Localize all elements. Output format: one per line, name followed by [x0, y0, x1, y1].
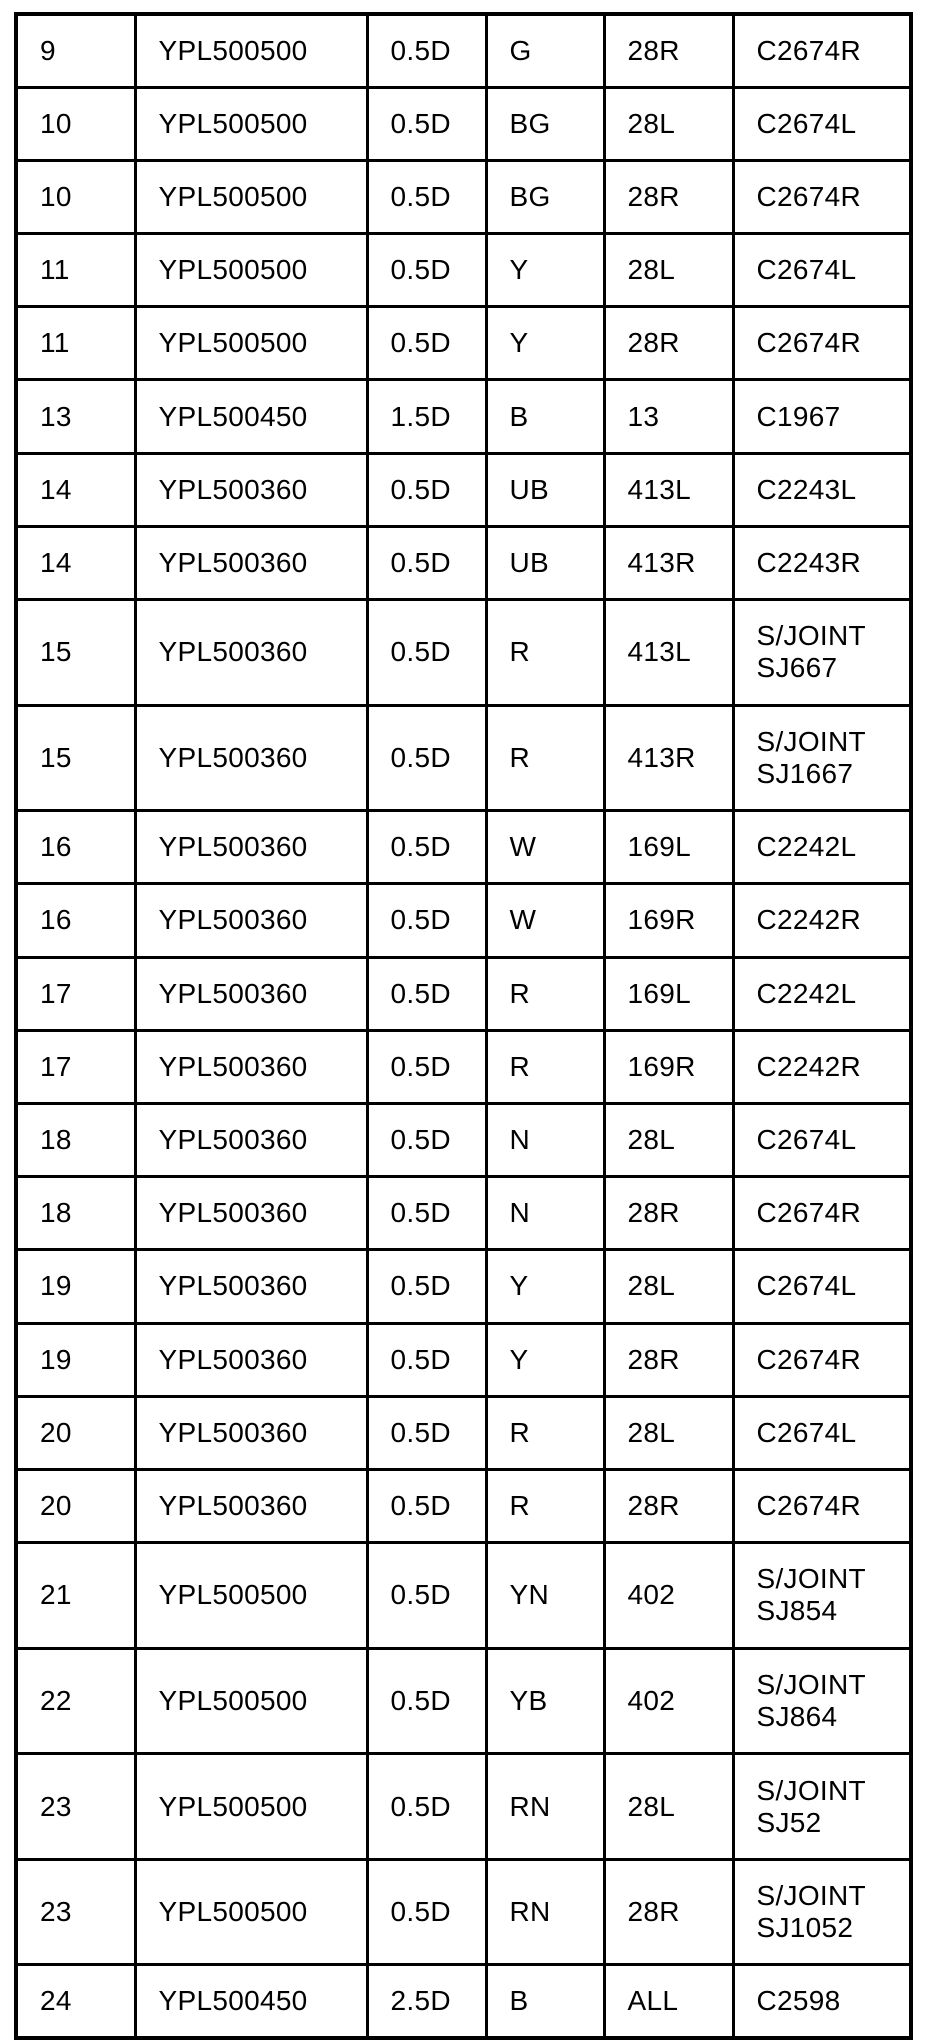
- terminal-cell: 413R: [604, 526, 733, 599]
- terminal-cell: 28R: [604, 1323, 733, 1396]
- part-number-cell: YPL500360: [135, 1250, 367, 1323]
- table-row: [16, 1323, 911, 1396]
- terminal-cell: 169L: [604, 811, 733, 884]
- size-cell: 2.5D: [367, 1965, 486, 2038]
- item-number-cell: 22: [16, 1648, 135, 1754]
- part-number-cell: YPL500360: [135, 811, 367, 884]
- size-cell: 1.5D: [367, 380, 486, 453]
- color-cell: B: [486, 1965, 604, 2038]
- color-cell: R: [486, 1396, 604, 1469]
- color-cell: R: [486, 600, 604, 706]
- item-number-cell: 23: [16, 1859, 135, 1965]
- color-cell: B: [486, 380, 604, 453]
- terminal-cell: 28R: [604, 1177, 733, 1250]
- part-number-cell: YPL500500: [135, 307, 367, 380]
- terminal-cell: 28L: [604, 234, 733, 307]
- part-number-cell: YPL500500: [135, 87, 367, 160]
- table-row: [16, 957, 911, 1030]
- table-row: [16, 811, 911, 884]
- item-number-cell: 19: [16, 1250, 135, 1323]
- size-cell: 0.5D: [367, 811, 486, 884]
- part-number-cell: YPL500360: [135, 1396, 367, 1469]
- terminal-cell: ALL: [604, 1965, 733, 2038]
- size-cell: 0.5D: [367, 600, 486, 706]
- item-number-cell: 10: [16, 160, 135, 233]
- table-row: [16, 884, 911, 957]
- part-number-cell: YPL500500: [135, 1543, 367, 1649]
- size-cell: 0.5D: [367, 1859, 486, 1965]
- table-row: [16, 1396, 911, 1469]
- color-cell: Y: [486, 1323, 604, 1396]
- item-number-cell: 18: [16, 1177, 135, 1250]
- terminal-cell: 169L: [604, 957, 733, 1030]
- size-cell: 0.5D: [367, 1323, 486, 1396]
- part-number-cell: YPL500360: [135, 1177, 367, 1250]
- terminal-cell: 413L: [604, 600, 733, 706]
- color-cell: R: [486, 957, 604, 1030]
- item-number-cell: 11: [16, 307, 135, 380]
- part-number-cell: YPL500360: [135, 1469, 367, 1542]
- part-number-cell: YPL500360: [135, 705, 367, 811]
- color-cell: R: [486, 1469, 604, 1542]
- connection-cell: S/JOINT SJ52: [733, 1754, 911, 1860]
- part-number-cell: YPL500360: [135, 957, 367, 1030]
- part-number-cell: YPL500360: [135, 453, 367, 526]
- connection-cell: C2242L: [733, 811, 911, 884]
- terminal-cell: 169R: [604, 884, 733, 957]
- size-cell: 0.5D: [367, 1648, 486, 1754]
- color-cell: BG: [486, 160, 604, 233]
- size-cell: 0.5D: [367, 884, 486, 957]
- item-number-cell: 17: [16, 1030, 135, 1103]
- part-number-cell: YPL500500: [135, 1648, 367, 1754]
- table-row: [16, 600, 911, 706]
- table-row: [16, 1965, 911, 2038]
- connection-cell: C1967: [733, 380, 911, 453]
- size-cell: 0.5D: [367, 1103, 486, 1176]
- size-cell: 0.5D: [367, 14, 486, 87]
- item-number-cell: 16: [16, 884, 135, 957]
- table-row: [16, 1103, 911, 1176]
- terminal-cell: 13: [604, 380, 733, 453]
- table-row: [16, 380, 911, 453]
- color-cell: RN: [486, 1859, 604, 1965]
- table-row: [16, 1543, 911, 1649]
- part-number-cell: YPL500450: [135, 380, 367, 453]
- color-cell: R: [486, 1030, 604, 1103]
- connection-cell: C2598: [733, 1965, 911, 2038]
- color-cell: N: [486, 1177, 604, 1250]
- size-cell: 0.5D: [367, 160, 486, 233]
- part-number-cell: YPL500500: [135, 14, 367, 87]
- table-row: [16, 14, 911, 87]
- terminal-cell: 28R: [604, 14, 733, 87]
- table-row: [16, 1648, 911, 1754]
- color-cell: YN: [486, 1543, 604, 1649]
- terminal-cell: 28L: [604, 1103, 733, 1176]
- color-cell: BG: [486, 87, 604, 160]
- color-cell: R: [486, 705, 604, 811]
- table-row: [16, 526, 911, 599]
- wire-table: [14, 12, 913, 2040]
- terminal-cell: 28R: [604, 1859, 733, 1965]
- connection-cell: S/JOINT SJ864: [733, 1648, 911, 1754]
- item-number-cell: 15: [16, 600, 135, 706]
- connection-cell: C2243L: [733, 453, 911, 526]
- size-cell: 0.5D: [367, 957, 486, 1030]
- connection-cell: S/JOINT SJ1667: [733, 705, 911, 811]
- size-cell: 0.5D: [367, 234, 486, 307]
- terminal-cell: 28L: [604, 1396, 733, 1469]
- table-row: [16, 1177, 911, 1250]
- table-row: [16, 307, 911, 380]
- table-row: [16, 1469, 911, 1542]
- terminal-cell: 28R: [604, 160, 733, 233]
- item-number-cell: 18: [16, 1103, 135, 1176]
- table-row: [16, 1754, 911, 1860]
- connection-cell: S/JOINT SJ1052: [733, 1859, 911, 1965]
- item-number-cell: 16: [16, 811, 135, 884]
- color-cell: W: [486, 811, 604, 884]
- table-row: [16, 453, 911, 526]
- size-cell: 0.5D: [367, 1250, 486, 1323]
- part-number-cell: YPL500360: [135, 1103, 367, 1176]
- part-number-cell: YPL500360: [135, 526, 367, 599]
- color-cell: N: [486, 1103, 604, 1176]
- size-cell: 0.5D: [367, 526, 486, 599]
- color-cell: Y: [486, 307, 604, 380]
- table-body: [16, 14, 911, 2038]
- item-number-cell: 20: [16, 1396, 135, 1469]
- table-row: [16, 234, 911, 307]
- size-cell: 0.5D: [367, 1177, 486, 1250]
- item-number-cell: 14: [16, 453, 135, 526]
- size-cell: 0.5D: [367, 453, 486, 526]
- size-cell: 0.5D: [367, 1396, 486, 1469]
- connection-cell: C2674R: [733, 160, 911, 233]
- terminal-cell: 169R: [604, 1030, 733, 1103]
- size-cell: 0.5D: [367, 705, 486, 811]
- terminal-cell: 413R: [604, 705, 733, 811]
- connection-cell: C2674R: [733, 1323, 911, 1396]
- color-cell: G: [486, 14, 604, 87]
- color-cell: UB: [486, 526, 604, 599]
- item-number-cell: 10: [16, 87, 135, 160]
- connection-cell: S/JOINT SJ667: [733, 600, 911, 706]
- terminal-cell: 28L: [604, 1754, 733, 1860]
- table-row: [16, 1030, 911, 1103]
- item-number-cell: 15: [16, 705, 135, 811]
- part-number-cell: YPL500360: [135, 1323, 367, 1396]
- color-cell: RN: [486, 1754, 604, 1860]
- connection-cell: C2242L: [733, 957, 911, 1030]
- item-number-cell: 19: [16, 1323, 135, 1396]
- terminal-cell: 28L: [604, 1250, 733, 1323]
- size-cell: 0.5D: [367, 1754, 486, 1860]
- color-cell: Y: [486, 234, 604, 307]
- terminal-cell: 28L: [604, 87, 733, 160]
- item-number-cell: 23: [16, 1754, 135, 1860]
- connection-cell: C2674R: [733, 1177, 911, 1250]
- item-number-cell: 14: [16, 526, 135, 599]
- connection-cell: C2242R: [733, 884, 911, 957]
- terminal-cell: 28R: [604, 307, 733, 380]
- connection-cell: C2674R: [733, 1469, 911, 1542]
- connection-cell: C2674L: [733, 1250, 911, 1323]
- table-row: [16, 160, 911, 233]
- item-number-cell: 21: [16, 1543, 135, 1649]
- connection-cell: C2674L: [733, 1396, 911, 1469]
- part-number-cell: YPL500500: [135, 234, 367, 307]
- size-cell: 0.5D: [367, 1469, 486, 1542]
- color-cell: UB: [486, 453, 604, 526]
- table-row: [16, 1859, 911, 1965]
- terminal-cell: 402: [604, 1648, 733, 1754]
- item-number-cell: 20: [16, 1469, 135, 1542]
- item-number-cell: 17: [16, 957, 135, 1030]
- size-cell: 0.5D: [367, 1543, 486, 1649]
- connection-cell: C2674L: [733, 1103, 911, 1176]
- table-row: [16, 705, 911, 811]
- connection-cell: C2674L: [733, 234, 911, 307]
- size-cell: 0.5D: [367, 87, 486, 160]
- size-cell: 0.5D: [367, 307, 486, 380]
- size-cell: 0.5D: [367, 1030, 486, 1103]
- color-cell: YB: [486, 1648, 604, 1754]
- part-number-cell: YPL500500: [135, 1754, 367, 1860]
- color-cell: Y: [486, 1250, 604, 1323]
- part-number-cell: YPL500360: [135, 1030, 367, 1103]
- part-number-cell: YPL500500: [135, 160, 367, 233]
- connection-cell: C2674R: [733, 307, 911, 380]
- part-number-cell: YPL500450: [135, 1965, 367, 2038]
- color-cell: W: [486, 884, 604, 957]
- connection-cell: S/JOINT SJ854: [733, 1543, 911, 1649]
- item-number-cell: 9: [16, 14, 135, 87]
- table-row: [16, 87, 911, 160]
- connection-cell: C2242R: [733, 1030, 911, 1103]
- terminal-cell: 402: [604, 1543, 733, 1649]
- table-row: [16, 1250, 911, 1323]
- connection-cell: C2674L: [733, 87, 911, 160]
- part-number-cell: YPL500360: [135, 600, 367, 706]
- connection-cell: C2674R: [733, 14, 911, 87]
- item-number-cell: 24: [16, 1965, 135, 2038]
- part-number-cell: YPL500500: [135, 1859, 367, 1965]
- item-number-cell: 11: [16, 234, 135, 307]
- part-number-cell: YPL500360: [135, 884, 367, 957]
- terminal-cell: 413L: [604, 453, 733, 526]
- connection-cell: C2243R: [733, 526, 911, 599]
- terminal-cell: 28R: [604, 1469, 733, 1542]
- item-number-cell: 13: [16, 380, 135, 453]
